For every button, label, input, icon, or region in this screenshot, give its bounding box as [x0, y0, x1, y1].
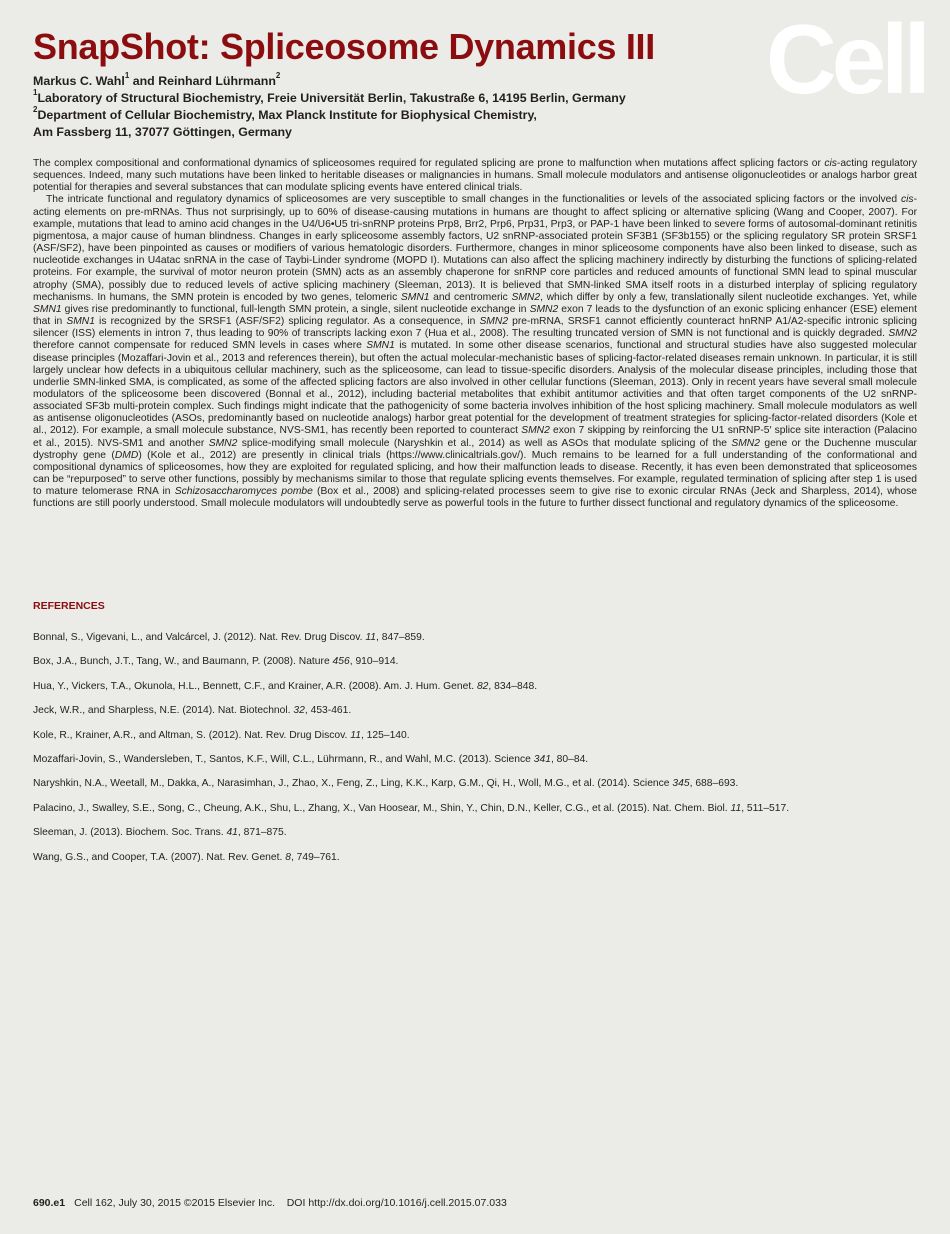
reference-item: [33, 852, 917, 876]
journal-logo: Cell: [766, 4, 926, 114]
italic-run: 11: [365, 632, 377, 643]
text-run: , which differ by only a few, translationally silent nucleotide exchanges. Yet, while: [540, 291, 917, 303]
italic-run: SMN2: [529, 303, 559, 315]
text-run: Wang, G.S., and Cooper, T.A. (2007). Nat. Rev. Genet.: [33, 851, 286, 863]
references-heading: REFERENCES: [33, 600, 105, 612]
italic-run: 456: [332, 656, 350, 668]
text-run: is mutated. In some other disease scenarios, functional and structural studies have also suggested molecular disease principles (Mozaffari-Jovin et al., 2013 and references therein), but often the actual molecular-mechanistic bases of splicing-factor-related diseases remain unknown. In particular, it is still largely unclear how defects in a ubiquitous cellular machinery, such as the spliceosome, can lead to tissue-specific disorders. Analysis of the molecular disease principles, including those that underlie SMN-linked SMA, is complicated, as some of the affected splicing factors are also involved in other cellular functions (Sleeman, 2013). Only in recent years have several small molecule modulators of the spliceosome been discovered (Bonnal et al., 2012), including bacterial metabolites that exhibit antitumor activities and that often target components of the U2 snRNP-associated SF3b multi-protein complex. Such findings might indicate that the pathogenicity of some bacteria involves inhibition of the host splicing machinery. Small molecule modulators as well as antisense oligonucleotides (ASOs, predominantly based on nucleotide analogs) harbor great potential for the development of treatment strategies for splicing-factor-related disorders (Kole et al., 2012). For example, a small molecule substance, NVS-SM1, has recently been reported to counteract: [33, 340, 917, 437]
italic-run: SMN2: [888, 328, 917, 340]
text-run: , 749–761.: [290, 851, 340, 863]
text-run: Naryshkin, N.A., Weetall, M., Dakka, A., Narasimhan, J., Zhao, X., Feng, Z., Ling, K.K., Karp, G.M., Qi, H., Woll, M.G., et al. (2014). Science: [33, 778, 673, 790]
italic-run: SMN1: [366, 340, 395, 352]
reference-item: [33, 754, 917, 778]
text-run: splice-modifying small molecule (Naryshkin et al., 2014) as well as ASOs that modulate splicing of the: [237, 437, 732, 449]
text-run: Bonnal, S., Vigevani, L., and Valcárcel, J. (2012). Nat. Rev. Drug Discov.: [33, 632, 366, 643]
author-joiner: and: [129, 74, 159, 88]
author-affiliation-mark: 1: [124, 71, 130, 80]
page-footer: [33, 1197, 507, 1209]
text-run: -acting elements on pre-mRNAs. Thus not surprisingly, up to 60% of disease-causing mutations in humans are thought to affect splicing or alternative splicing (Wang and Cooper, 2007). For example, mutations that lead to amino acid changes in the U4/U6•U5 tri-snRNP proteins Prp8, Brr2, Prp6, Prp31, Prp3, or PAP-1 have been linked to severe forms of autosomal-dominant retinitis pigmentosa, a major cause of human blindness. Changes in early spliceosome assembly factors, U2 snRNP-associated protein SF3B1 (SF3b155) or the splicing regulatory SR protein SRSF1 (ASF/SF2), have been pinpointed as causes or modifiers of various hematologic disorders. Furthermore, changes in minor spliceosome components have also been linked to disease, such as nucleotide exchanges in U4atac snRNA in the case of Taybi-Linder syndrome (MOPD I). Mutations can also affect the splicing machinery indirectly by disturbing the functions of splicing-related proteins. For example, the survival of motor neuron protein (SMN) acts as an assembly chaperone for snRNP core particles and reduced amounts of functional SMN lead to spinal muscular atrophy (SMA), possibly due to reduced levels of active splicing machinery (Sleeman, 2013). It is believed that SMN-linked SMA itself roots in a disturbed interplay of splicing regulatory mechanisms. In humans, the SMN protein is encoded by two genes, telomeric: [33, 194, 917, 303]
footer-citation: Cell 162, July 30, 2015 ©2015 Elsevier Inc. DOI http://dx.doi.org/10.1016/j.cell.2015.07.033: [74, 1197, 507, 1209]
text-run: pre-mRNA, SRSF1 cannot efficiently counteract hnRNP A1/A2-specific intronic splicing silencer (ISS) elements in intron 7, thus leading to 90% of transcripts lacking exon 7 (Hua et al., 2008). The resulting truncated version of SMN is not functional and is quickly degraded.: [33, 316, 917, 340]
text-run: exon 7 skipping by reinforcing the U1 snRNP-5′ splice site interaction (Palacino et al., 2015). NVS-SM1 and another: [33, 425, 917, 449]
text-run: gives rise predominantly to functional, full-length SMN protein, a single, silent nucleotide exchange in: [61, 303, 530, 315]
text-run: , 511–517.: [741, 802, 790, 814]
author-affiliation-mark: 2: [275, 71, 281, 80]
text-run: is recognized by the SRSF1 (ASF/SF2) splicing regulator. As a consequence, in: [94, 316, 480, 328]
text-run: , 688–693.: [689, 778, 739, 790]
affiliation-line: [33, 90, 733, 107]
text-run: (Box et al., 2008) and splicing-related processes seem to give rise to exonic circular RNAs (Jeck and Sharpless, 2014), whose functions are still poorly understood. Small molecule modulators will undoubtedly serve as powerful tools in the future to further dissect functional and regulatory dynamics of the spliceosome.: [33, 486, 918, 510]
text-run: The intricate functional and regulatory dynamics of spliceosomes are very susceptible to small changes in the functionalities or levels of the associated splicing factors or the involved: [46, 194, 901, 206]
page-title: SnapShot: Spliceosome Dynamics III: [33, 26, 655, 67]
text-run: -acting regulatory sequences. Indeed, many such mutations have been linked to heritable diseases or malignancies in humans. Small molecule modulators and antisense oligonucleotides or analogs harbor great potential for therapies and several substances that can modulate splicing events have entered clinical trials.: [33, 158, 918, 194]
text-run: Palacino, J., Swalley, S.E., Song, C., Cheung, A.K., Shu, L., Zhang, X., Van Hoosear, M., Shin, Y., Chin, D.N., Keller, C.G., et al. (2015). Nat. Chem. Biol.: [33, 802, 731, 814]
author-name: Reinhard Lührmann: [158, 74, 276, 88]
italic-run: 11: [350, 729, 361, 741]
author-line: [33, 73, 733, 90]
author-block: [33, 73, 733, 141]
text-run: The complex compositional and conformational dynamics of spliceosomes required for regulated splicing are prone to malfunction when mutations affect splicing factors or: [33, 158, 825, 169]
text-run: , 910–914.: [349, 656, 399, 668]
reference-item: [33, 632, 917, 656]
affiliation-mark: 2: [33, 105, 38, 114]
affiliation-line: [33, 107, 733, 124]
text-run: Kole, R., Krainer, A.R., and Altman, S. (2012). Nat. Rev. Drug Discov.: [33, 729, 351, 741]
affiliation-text: Department of Cellular Biochemistry, Max Planck Institute for Biophysical Chemistry,: [37, 108, 537, 122]
italic-run: DMD: [114, 449, 139, 461]
text-run: , 80–84.: [550, 753, 589, 765]
italic-run: SMN2: [731, 437, 760, 449]
affiliation-text: Laboratory of Structural Biochemistry, Freie Universität Berlin, Takustraße 6, 14195 Berlin, Germany: [37, 91, 626, 105]
reference-list: [33, 632, 917, 876]
text-run: therefore cannot compensate for reduced SMN levels in cases where: [33, 340, 367, 352]
text-run: exon 7 leads to the dysfunction of an exonic splicing enhancer (ESE) element that in: [33, 303, 917, 328]
reference-item: [33, 705, 917, 729]
body-paragraph: [33, 158, 917, 194]
italic-run: cis: [900, 194, 914, 206]
italic-run: 341: [533, 753, 551, 765]
article-body: [33, 158, 917, 511]
text-run: Mozaffari-Jovin, S., Wandersleben, T., Santos, K.F., Will, C.L., Lührmann, R., and Wahl, M.C. (2013). Science: [33, 753, 534, 765]
italic-run: Schizosaccharomyces pombe: [174, 486, 313, 498]
reference-item: [33, 827, 917, 851]
italic-run: SMN2: [511, 291, 541, 303]
text-run: , 125–140.: [360, 729, 410, 741]
italic-run: SMN2: [479, 316, 509, 328]
text-run: and centromeric: [429, 291, 512, 303]
italic-run: 11: [730, 802, 742, 814]
affiliation-mark: 1: [33, 88, 38, 97]
reference-item: [33, 803, 917, 827]
author-name: Markus C. Wahl: [33, 74, 125, 88]
italic-run: SMN1: [33, 303, 62, 315]
italic-run: SMN1: [66, 316, 95, 328]
text-run: , 834–848.: [488, 680, 538, 692]
italic-run: SMN2: [521, 425, 550, 437]
italic-run: SMN2: [208, 437, 238, 449]
italic-run: SMN1: [400, 291, 430, 303]
italic-run: 32: [293, 705, 305, 717]
reference-item: [33, 730, 917, 754]
text-run: , 871–875.: [237, 827, 287, 839]
text-run: Box, J.A., Bunch, J.T., Tang, W., and Baumann, P. (2008). Nature: [33, 656, 333, 668]
italic-run: 345: [672, 778, 690, 790]
italic-run: 8: [285, 851, 291, 863]
body-paragraph: [33, 194, 917, 510]
reference-item: [33, 778, 917, 802]
text-run: Sleeman, J. (2013). Biochem. Soc. Trans.: [33, 827, 227, 839]
text-run: Hua, Y., Vickers, T.A., Okunola, H.L., Bennett, C.F., and Krainer, A.R. (2008). Am. J. Hum. Genet.: [33, 680, 477, 692]
text-run: , 453-461.: [304, 705, 352, 717]
text-run: ) (Kole et al., 2012) are presently in clinical trials (https://www.clinicaltrials.gov/). Much remains to be learned for a full understanding of the conformational and compositional dynamics of spliceosomes, how they are exploited for regulated splicing, and how their malfunction leads to disease. Recently, it has even been demonstrated that spliceosomes can be “repurposed” to serve other functions, possibly by mechanisms similar to those that regulate splicing events themselves. For example, regulated termination of splicing after step 1 is used to mature telomerase RNA in: [33, 449, 917, 498]
italic-run: 41: [226, 827, 238, 839]
text-run: gene or the Duchenne muscular dystrophy gene (: [33, 437, 917, 461]
text-run: Jeck, W.R., and Sharpless, N.E. (2014). Nat. Biotechnol.: [33, 705, 294, 717]
italic-run: cis: [824, 158, 837, 169]
affiliation-text: Am Fassberg 11, 37077 Göttingen, Germany: [33, 125, 292, 139]
text-run: , 847–859.: [376, 632, 425, 643]
reference-item: [33, 656, 917, 680]
italic-run: 82: [476, 680, 489, 692]
reference-item: [33, 681, 917, 705]
affiliation-line: [33, 124, 733, 141]
page-number: 690.e1: [33, 1197, 66, 1209]
